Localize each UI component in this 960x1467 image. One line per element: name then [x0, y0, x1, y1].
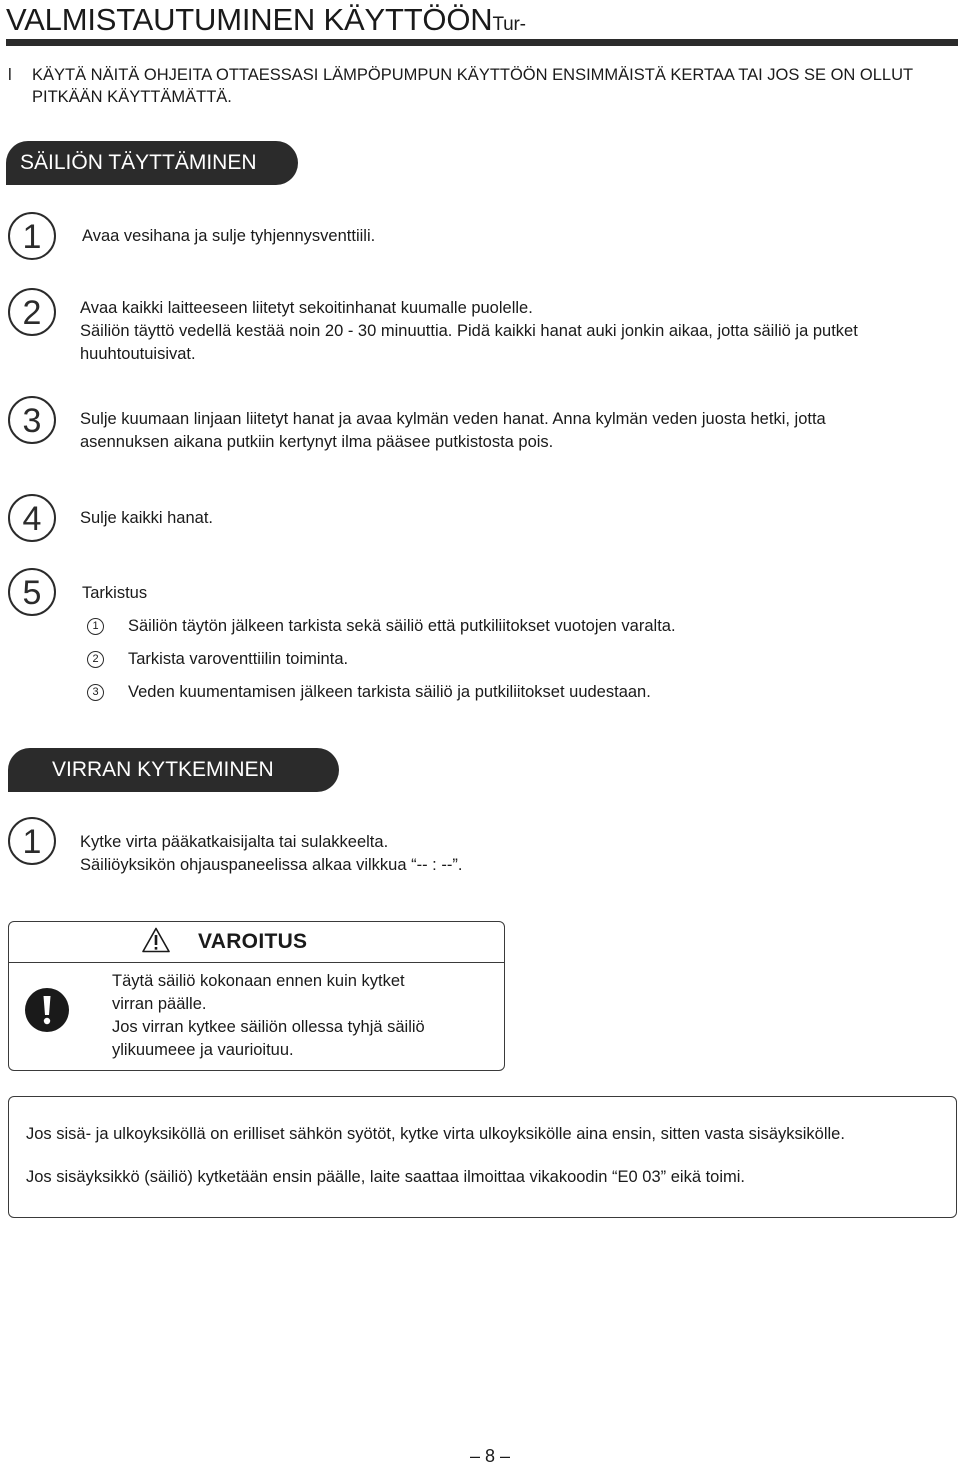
intro-text: KÄYTÄ NÄITÄ OHJEITA OTTAESSASI LÄMPÖPUMPUN KÄYTTÖÖN ENSIMMÄISTÄ KERTAA TAI JOS SE ON OLLUT PITKÄÄN KÄYTTÄMÄTTÄ. [32, 66, 913, 106]
exclamation-icon [24, 987, 70, 1038]
warning-triangle-icon [142, 927, 170, 958]
note-box [8, 1096, 957, 1218]
power-step-1-text [80, 831, 960, 877]
check-3-text: Veden kuumentamisen jälkeen tarkista säiliö ja putkiliitokset uudestaan. [128, 683, 651, 701]
note-line-1: Jos sisä- ja ulkoyksiköllä on erilliset sähkön syötöt, kytke virta ulkoyksikölle aina ensin, sitten vasta sisäyksikölle. [26, 1125, 845, 1143]
step-4-text [80, 507, 960, 530]
section-heading-fill: SÄILIÖN TÄYTTÄMINEN [6, 141, 298, 185]
warning-line-3: Jos virran kytkee säiliön ollessa tyhjä säiliö [112, 1018, 425, 1036]
warning-line-1: Täytä säiliö kokonaan ennen kuin kytket [112, 972, 405, 990]
step-2-line-1: Avaa kaikki laitteeseen liitetyt sekoitinhanat kuumalle puolelle. [80, 299, 533, 317]
page-title: VALMISTAUTUMINEN KÄYTTÖÖNTur- [6, 2, 526, 37]
step-5-text [82, 582, 960, 605]
step-1-circle: 1 [8, 212, 56, 260]
title-rule [6, 39, 958, 46]
check-1-number: 1 [87, 618, 104, 635]
step-3-line-2: asennuksen aikana putkiin kertynyt ilma pääsee putkistosta pois. [80, 433, 554, 451]
section-heading-power: VIRRAN KYTKEMINEN [8, 748, 339, 792]
check-2-number: 2 [87, 651, 104, 668]
step-2-text [80, 297, 960, 366]
check-3-number: 3 [87, 684, 104, 701]
warning-line-4: ylikuumeee ja vaurioituu. [112, 1041, 294, 1059]
step-3-text [80, 408, 960, 454]
step-4-circle: 4 [8, 494, 56, 542]
page-title-suffix: Tur- [492, 14, 526, 35]
step-3-line-1: Sulje kuumaan linjaan liitetyt hanat ja avaa kylmän veden hanat. Anna kylmän veden juosta hetki, jotta [80, 410, 826, 428]
step-5-circle: 5 [8, 568, 56, 616]
power-step-1-line-2: Säiliöyksikön ohjauspaneelissa alkaa vilkkua “-- : --”. [80, 856, 463, 874]
warning-title: VAROITUS [198, 930, 308, 953]
check-1-text: Säiliön täytön jälkeen tarkista sekä säiliö että putkiliitokset vuotojen varalta. [128, 617, 676, 635]
page-number: – 8 – [470, 1446, 511, 1466]
warning-divider [8, 962, 505, 963]
note-line-2: Jos sisäyksikkö (säiliö) kytketään ensin päälle, laite saattaa ilmoittaa vikakoodin “E0 03” eikä toimi. [26, 1168, 745, 1186]
step-5-line-1: Tarkistus [82, 584, 148, 602]
step-3-circle: 3 [8, 396, 56, 444]
step-2-line-2: Säiliön täyttö vedellä kestää noin 20 - 30 minuuttia. Pidä kaikki hanat auki jonkin aikaa, jotta säiliö ja putket [80, 322, 858, 340]
step-4-line-1: Sulje kaikki hanat. [80, 509, 213, 527]
step-1-text [82, 225, 960, 248]
step-2-circle: 2 [8, 288, 56, 336]
power-step-1-circle: 1 [8, 817, 56, 865]
step-1-line-1: Avaa vesihana ja sulje tyhjennysventtiili. [82, 227, 376, 245]
step-2-line-3: huuhtoutuisivat. [80, 345, 196, 363]
check-2-text: Tarkista varoventtiilin toiminta. [128, 650, 349, 668]
power-step-1-line-1: Kytke virta pääkatkaisijalta tai sulakkeelta. [80, 833, 389, 851]
warning-line-2: virran päälle. [112, 995, 207, 1013]
intro-bullet: l [8, 66, 12, 84]
warning-text [112, 970, 468, 1062]
